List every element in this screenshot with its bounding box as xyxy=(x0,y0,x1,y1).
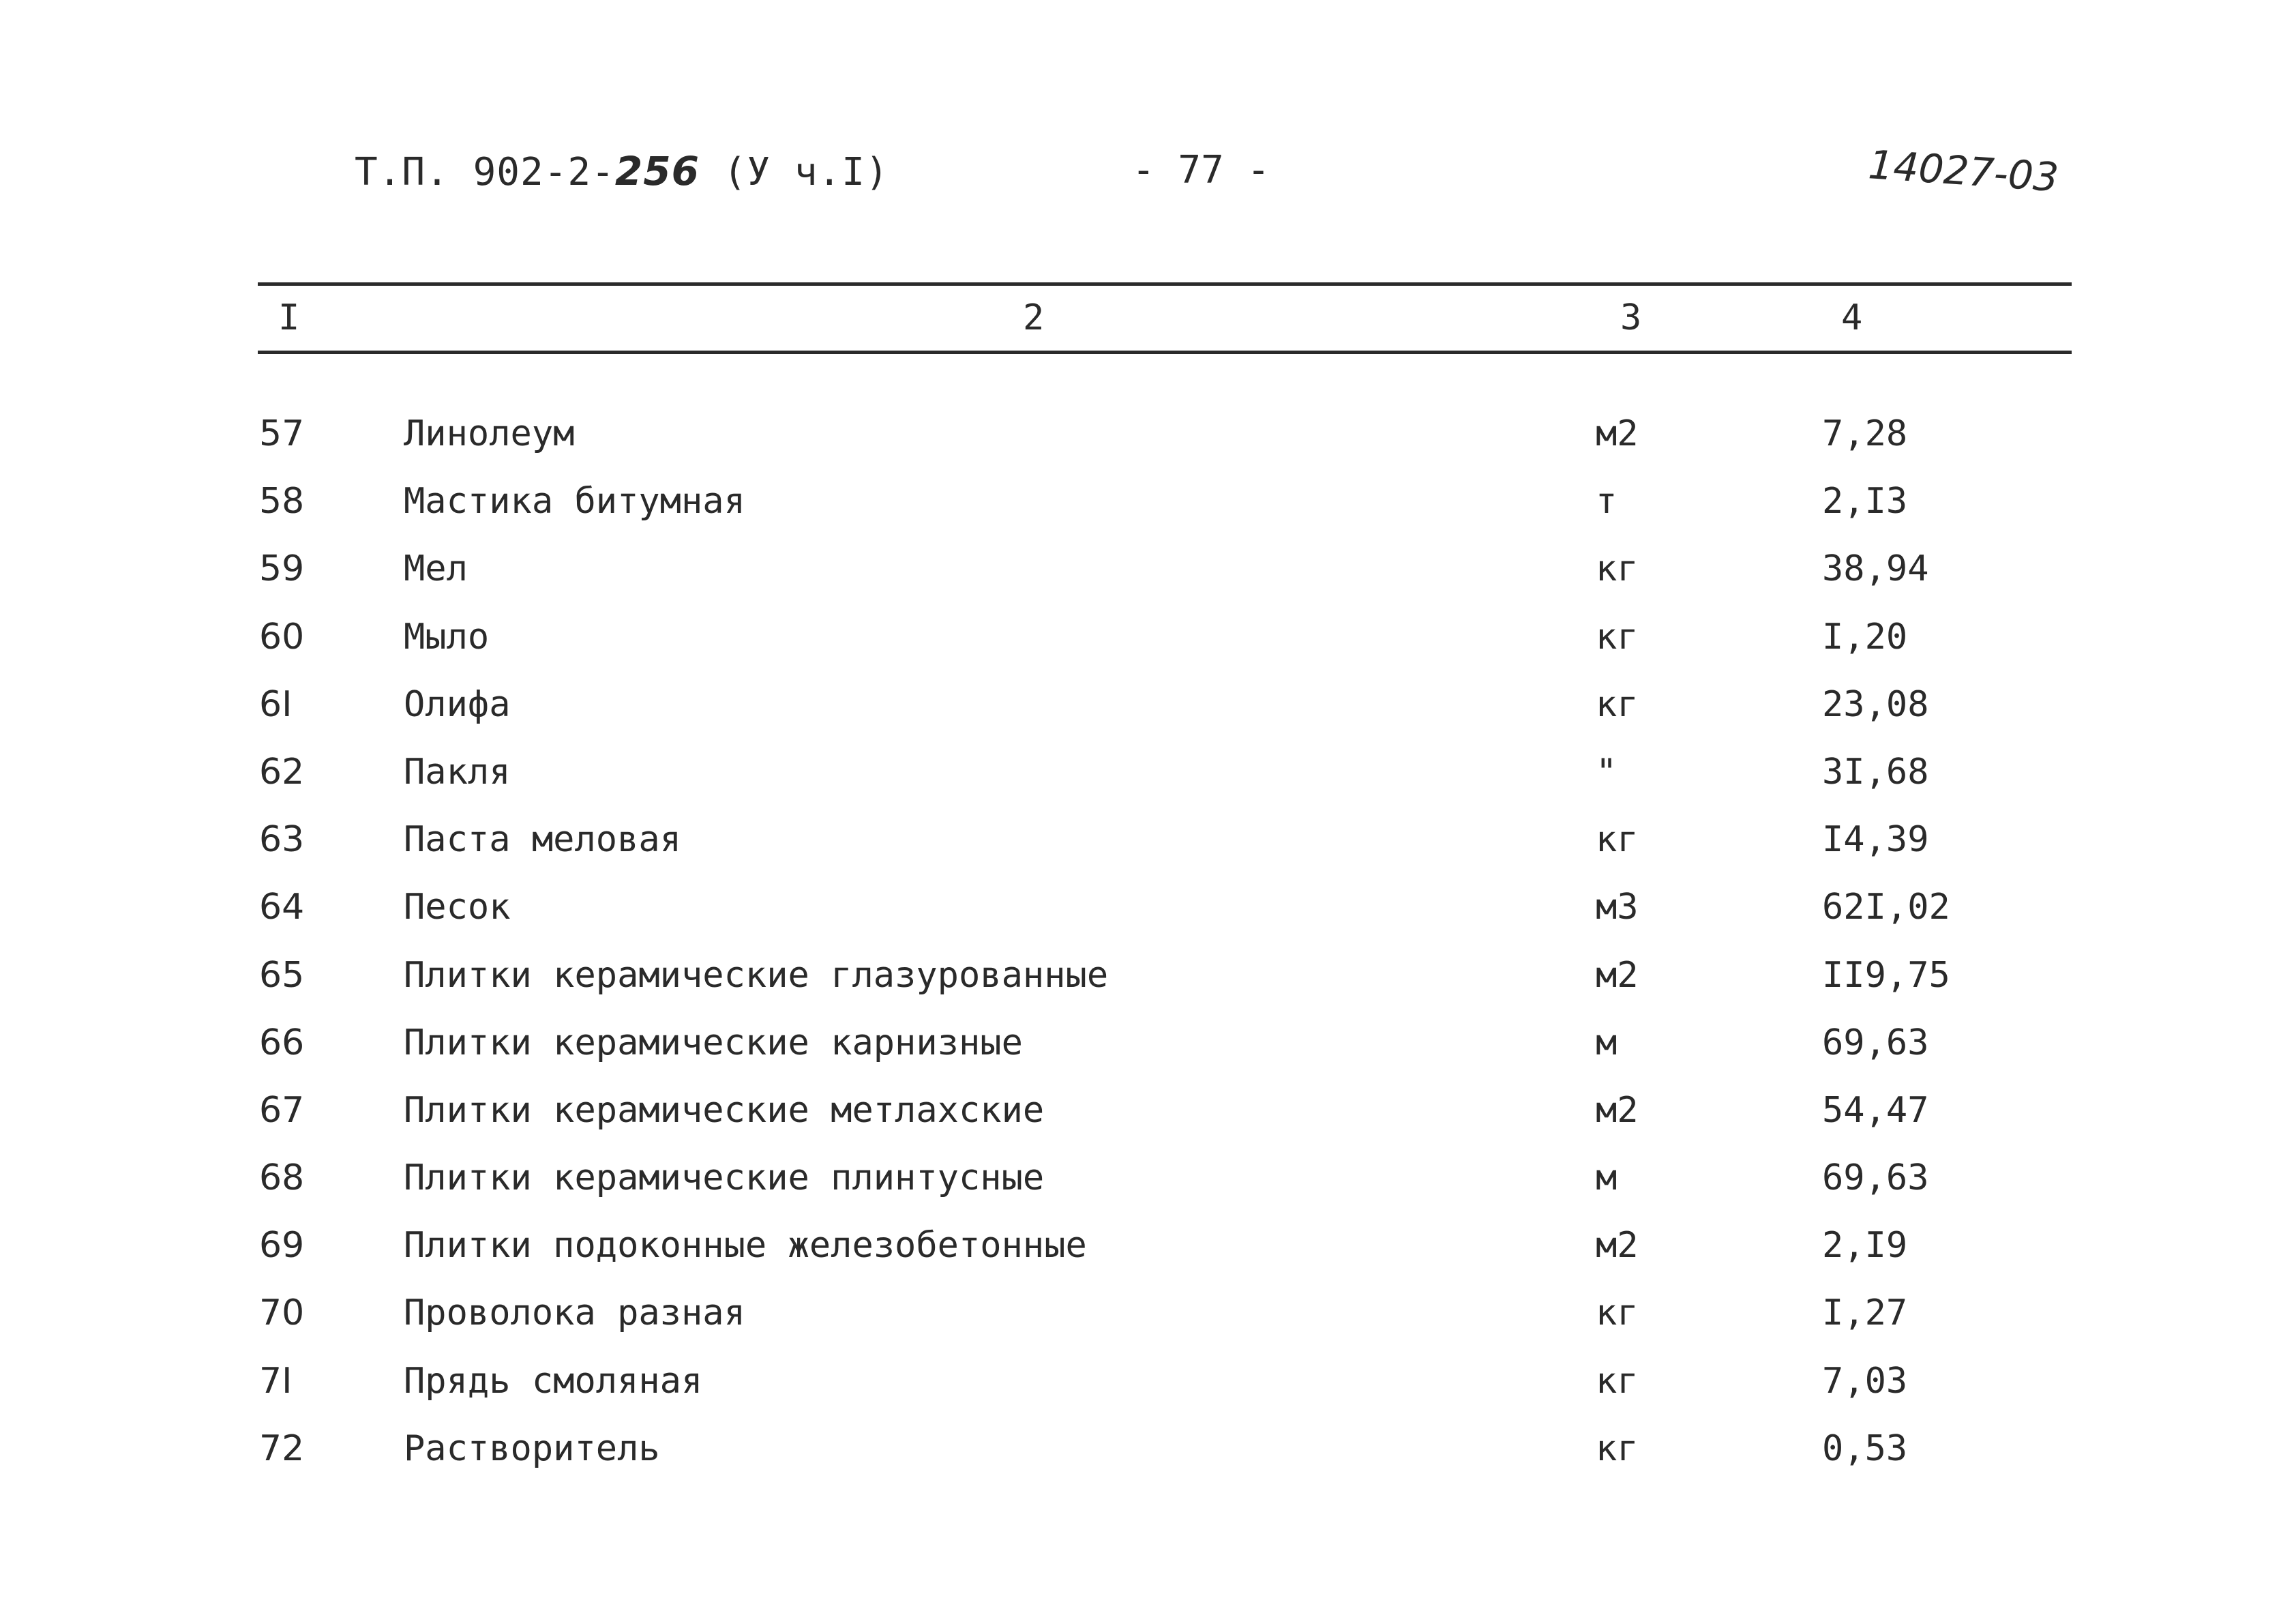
quantity: 23,08 xyxy=(1822,683,1929,725)
table-row xyxy=(0,1360,2296,1431)
unit: кг xyxy=(1596,683,1639,725)
column-header-3: 3 xyxy=(1620,297,1642,338)
table-row xyxy=(0,548,2296,619)
unit: т xyxy=(1596,481,1617,522)
row-number: 6I xyxy=(259,683,293,725)
table-row xyxy=(0,616,2296,687)
unit: м2 xyxy=(1596,1225,1639,1267)
table-header-rule xyxy=(258,351,2072,354)
table-row xyxy=(0,1157,2296,1228)
material-name: Линолеум xyxy=(404,413,575,454)
table-row xyxy=(0,1022,2296,1093)
table-body xyxy=(0,413,2296,1498)
table-top-rule xyxy=(258,282,2072,286)
unit: кг xyxy=(1596,1292,1639,1334)
material-name: Плитки керамические метлахские xyxy=(404,1089,1045,1131)
table-row xyxy=(0,819,2296,889)
unit: м2 xyxy=(1596,413,1639,454)
unit: кг xyxy=(1596,548,1639,590)
table-row xyxy=(0,683,2296,754)
quantity: 7,03 xyxy=(1822,1360,1908,1402)
row-number: 68 xyxy=(259,1157,305,1199)
material-name: Мастика битумная xyxy=(404,481,745,522)
table-row xyxy=(0,413,2296,484)
row-number: 67 xyxy=(259,1089,305,1131)
doc-prefix: Т.П. 902-2- xyxy=(355,150,615,194)
material-name: Паста меловая xyxy=(404,819,681,861)
row-number: 62 xyxy=(259,751,305,793)
table-row xyxy=(0,751,2296,822)
quantity: 2,I9 xyxy=(1822,1225,1908,1267)
doc-handwritten-number: 256 xyxy=(614,148,700,194)
row-number: 58 xyxy=(259,481,305,522)
table-row xyxy=(0,1428,2296,1498)
doc-suffix: (У ч.I) xyxy=(699,150,889,194)
unit: м2 xyxy=(1596,1089,1639,1131)
quantity: 2,I3 xyxy=(1822,481,1908,522)
table-row xyxy=(0,1089,2296,1160)
table-row xyxy=(0,954,2296,1025)
quantity: 69,63 xyxy=(1822,1157,1929,1199)
material-name: Растворитель xyxy=(404,1428,660,1469)
row-number: 59 xyxy=(259,548,305,590)
quantity: 62I,02 xyxy=(1822,887,1950,928)
unit: м2 xyxy=(1596,954,1639,996)
material-name: Проволока разная xyxy=(404,1292,745,1334)
unit: кг xyxy=(1596,819,1639,861)
quantity: 38,94 xyxy=(1822,548,1929,590)
row-number: 66 xyxy=(259,1022,305,1063)
material-name: Плитки подоконные железобетонные xyxy=(404,1225,1087,1267)
column-header-2: 2 xyxy=(1023,297,1045,338)
row-number: 57 xyxy=(259,413,305,454)
row-number: 64 xyxy=(259,887,305,928)
table-row xyxy=(0,1225,2296,1295)
material-name: Олифа xyxy=(404,683,511,725)
quantity: I4,39 xyxy=(1822,819,1929,861)
material-name: Песок xyxy=(404,887,511,928)
handwritten-doc-code: 14027-03 xyxy=(1866,141,2060,201)
quantity: II9,75 xyxy=(1822,954,1950,996)
quantity: I,20 xyxy=(1822,616,1908,657)
row-number: 65 xyxy=(259,954,305,996)
material-name: Плитки керамические карнизные xyxy=(404,1022,1023,1063)
document-designation xyxy=(355,148,889,194)
material-name: Пакля xyxy=(404,751,511,793)
row-number: 60 xyxy=(259,616,305,657)
row-number: 72 xyxy=(259,1428,305,1469)
page-number: - 77 - xyxy=(1132,148,1270,192)
quantity: 3I,68 xyxy=(1822,751,1929,793)
unit: м xyxy=(1596,1157,1617,1199)
unit: " xyxy=(1596,751,1617,793)
table-row xyxy=(0,889,2296,957)
material-name: Плитки керамические глазурованные xyxy=(404,954,1109,996)
row-number: 69 xyxy=(259,1225,305,1267)
table-row xyxy=(0,481,2296,551)
quantity: I,27 xyxy=(1822,1292,1908,1334)
material-name: Мыло xyxy=(404,616,490,657)
unit: кг xyxy=(1596,1360,1639,1402)
unit: м3 xyxy=(1596,887,1639,928)
table-row xyxy=(0,1292,2296,1363)
quantity: 54,47 xyxy=(1822,1089,1929,1131)
material-name: Прядь смоляная xyxy=(404,1360,703,1402)
column-header-4: 4 xyxy=(1841,297,1863,338)
column-header-1: I xyxy=(278,297,300,338)
quantity: 0,53 xyxy=(1822,1428,1908,1469)
material-name: Плитки керамические плинтусные xyxy=(404,1157,1045,1199)
unit: м xyxy=(1596,1022,1617,1063)
row-number: 70 xyxy=(259,1292,305,1334)
quantity: 7,28 xyxy=(1822,413,1908,454)
unit: кг xyxy=(1596,616,1639,657)
quantity: 69,63 xyxy=(1822,1022,1929,1063)
row-number: 7I xyxy=(259,1360,293,1402)
row-number: 63 xyxy=(259,819,305,861)
unit: кг xyxy=(1596,1428,1639,1469)
material-name: Мел xyxy=(404,548,468,590)
